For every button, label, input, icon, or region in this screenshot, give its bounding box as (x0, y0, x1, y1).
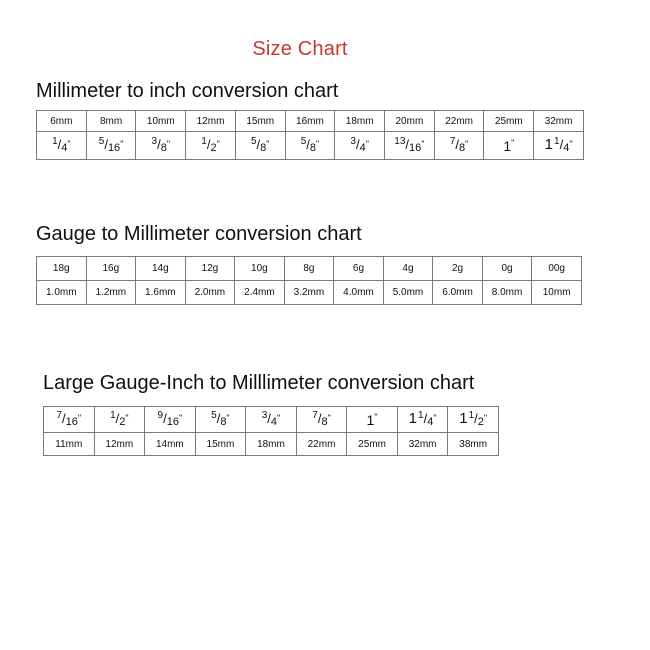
fraction-den: 16 (65, 416, 78, 428)
fraction-slash: / (405, 137, 410, 152)
fraction-slash: / (455, 137, 460, 152)
mm-cell: 4.0mm (334, 281, 384, 305)
fraction-den: 4 (270, 416, 278, 428)
inch-fraction (99, 137, 124, 154)
gauge-to-mm-table (36, 256, 582, 305)
fraction-den: 16 (166, 416, 179, 428)
gauge-cell: 2g (433, 257, 483, 281)
fraction-num: 5 (300, 136, 307, 147)
mm-cell: 10mm (136, 111, 186, 132)
fraction-den: 2 (210, 142, 217, 154)
fraction-num: 7 (312, 410, 318, 421)
fraction-num: 3 (151, 136, 158, 147)
inch-fraction (545, 137, 573, 154)
page-title: Size Chart (252, 38, 348, 60)
fraction-slash: / (157, 137, 161, 152)
mm-cell: 2.4mm (235, 281, 285, 305)
fraction-den: 8 (309, 142, 316, 154)
fraction-whole: 1 (366, 411, 375, 428)
fraction-q: " (433, 413, 437, 423)
fraction-den: 8 (321, 416, 328, 428)
fraction-num: 5 (250, 136, 257, 147)
mm-cell: 18mm (335, 111, 385, 132)
inch-fraction (262, 411, 281, 428)
mm-cell: 1.6mm (136, 281, 186, 305)
fraction-q: " (483, 413, 488, 423)
gauge-to-mm-title: Gauge to Millimeter conversion chart (36, 223, 362, 245)
fraction-q: " (365, 139, 369, 149)
fraction-num: 1 (468, 410, 475, 421)
fraction-num: 1 (554, 136, 560, 147)
mm-cell: 1.0mm (37, 281, 87, 305)
mm-cell: 14mm (145, 433, 196, 456)
fraction-q: " (77, 413, 82, 423)
mm-cell: 5.0mm (383, 281, 433, 305)
inch-cell (195, 407, 246, 433)
fraction-den: 4 (563, 142, 570, 154)
mm-cell: 11mm (44, 433, 95, 456)
mm-cell: 22mm (434, 111, 484, 132)
mm-row (37, 281, 582, 305)
fraction-q: " (316, 139, 320, 149)
fraction-slash: / (206, 137, 211, 152)
fraction-num: 1 (201, 136, 207, 147)
fraction-slash: / (104, 137, 108, 152)
inch-fraction (110, 411, 129, 428)
mm-cell: 10mm (532, 281, 582, 305)
mm-cell: 38mm (448, 433, 499, 456)
mm-row (44, 433, 499, 456)
mm-cell: 20mm (385, 111, 435, 132)
fraction-num: 5 (98, 136, 105, 147)
fraction-num: 3 (350, 136, 356, 147)
inch-whole (367, 412, 378, 428)
mm-cell: 16mm (285, 111, 335, 132)
inch-row (44, 407, 499, 433)
inch-fraction (201, 137, 220, 154)
fraction-num: 1 (110, 410, 116, 421)
fraction-slash: / (267, 411, 271, 426)
gauge-cell: 16g (86, 257, 136, 281)
mm-cell: 2.0mm (185, 281, 235, 305)
fraction-q: " (216, 139, 220, 149)
mm-cell: 15mm (195, 433, 246, 456)
mm-to-inch-table (36, 110, 584, 160)
inch-cell (37, 132, 87, 160)
fraction-num: 1 (418, 410, 424, 421)
fraction-q: " (67, 139, 71, 149)
fraction-num: 7 (56, 410, 63, 421)
gauge-cell: 12g (185, 257, 235, 281)
inch-fraction (459, 411, 487, 428)
fraction-q: " (178, 413, 183, 423)
inch-cell (94, 407, 145, 433)
mm-cell: 12mm (186, 111, 236, 132)
fraction-den: 4 (61, 142, 68, 154)
inch-cell (385, 132, 435, 160)
mm-cell: 18mm (246, 433, 297, 456)
fraction-slash: / (115, 411, 120, 426)
mm-cell: 25mm (347, 433, 398, 456)
fraction-slash: / (216, 411, 221, 426)
fraction-q: " (511, 137, 515, 148)
inch-fraction (211, 411, 230, 428)
inch-fraction (158, 411, 183, 428)
mm-cell: 25mm (484, 111, 534, 132)
fraction-slash: / (474, 411, 478, 426)
fraction-den: 4 (359, 142, 366, 154)
fraction-den: 8 (260, 142, 267, 154)
inch-cell (335, 132, 385, 160)
inch-fraction (312, 411, 331, 428)
fraction-whole: 1 (503, 137, 512, 154)
mm-cell: 8mm (86, 111, 136, 132)
fraction-den: 2 (119, 416, 126, 428)
inch-cell (186, 132, 236, 160)
fraction-den: 8 (220, 416, 227, 428)
mm-cell: 32mm (397, 433, 448, 456)
fraction-slash: / (317, 411, 322, 426)
inch-fraction (350, 137, 369, 154)
fraction-slash: / (306, 137, 310, 152)
fraction-q: " (166, 139, 171, 149)
inch-whole (503, 138, 514, 154)
fraction-slash: / (57, 137, 62, 152)
gauge-row (37, 257, 582, 281)
inch-cell (448, 407, 499, 433)
fraction-num: 1 (52, 136, 58, 147)
inch-cell (136, 132, 186, 160)
fraction-num: 5 (211, 410, 217, 421)
gauge-cell: 10g (235, 257, 285, 281)
fraction-q: " (421, 139, 425, 149)
fraction-den: 16 (107, 142, 121, 154)
mm-cell: 6mm (37, 111, 87, 132)
inch-cell (235, 132, 285, 160)
fraction-whole: 1 (408, 410, 418, 427)
inch-fraction (152, 137, 171, 154)
gauge-cell: 6g (334, 257, 384, 281)
mm-row (37, 111, 584, 132)
fraction-den: 16 (409, 142, 422, 154)
inch-cell (397, 407, 448, 433)
fraction-den: 8 (160, 142, 167, 154)
mm-cell: 15mm (235, 111, 285, 132)
inch-fraction (394, 137, 424, 154)
fraction-num: 7 (449, 136, 456, 147)
fraction-den: 8 (459, 142, 466, 154)
fraction-q: " (277, 413, 281, 423)
mm-cell: 22mm (296, 433, 347, 456)
mm-cell: 32mm (534, 111, 584, 132)
inch-row (37, 132, 584, 160)
mm-cell: 6.0mm (433, 281, 483, 305)
gauge-cell: 00g (532, 257, 582, 281)
fraction-q: " (374, 411, 378, 422)
inch-cell (285, 132, 335, 160)
fraction-q: " (125, 413, 129, 423)
fraction-num: 13 (394, 136, 406, 147)
fraction-num: 3 (261, 410, 268, 421)
fraction-slash: / (256, 137, 261, 152)
large-gauge-inch-to-mm-table (43, 406, 499, 456)
inch-cell (534, 132, 584, 160)
fraction-slash: / (163, 411, 167, 426)
fraction-whole: 1 (544, 136, 553, 153)
inch-cell (484, 132, 534, 160)
fraction-slash: / (559, 137, 564, 152)
inch-cell (246, 407, 297, 433)
inch-fraction (251, 137, 270, 154)
inch-cell (44, 407, 95, 433)
fraction-den: 4 (427, 416, 434, 428)
fraction-num: 9 (157, 410, 164, 421)
fraction-slash: / (355, 137, 360, 152)
mm-cell: 12mm (94, 433, 145, 456)
fraction-q: " (327, 413, 331, 423)
gauge-cell: 14g (136, 257, 186, 281)
mm-cell: 1.2mm (86, 281, 136, 305)
gauge-cell: 0g (482, 257, 532, 281)
fraction-den: 2 (477, 416, 484, 428)
gauge-cell: 8g (284, 257, 334, 281)
mm-cell: 3.2mm (284, 281, 334, 305)
inch-cell (434, 132, 484, 160)
inch-cell (296, 407, 347, 433)
inch-cell (145, 407, 196, 433)
fraction-whole: 1 (459, 410, 468, 427)
inch-fraction (52, 137, 71, 154)
fraction-slash: / (62, 411, 66, 426)
fraction-q: " (569, 139, 573, 149)
fraction-q: " (266, 139, 270, 149)
gauge-cell: 4g (383, 257, 433, 281)
inch-cell (86, 132, 136, 160)
mm-to-inch-title: Millimeter to inch conversion chart (36, 80, 339, 102)
inch-fraction (450, 137, 469, 154)
fraction-q: " (226, 413, 230, 423)
mm-cell: 8.0mm (482, 281, 532, 305)
large-gauge-inch-to-mm-title: Large Gauge-Inch to Milllimeter conversion chart (43, 372, 475, 394)
fraction-slash: / (423, 411, 428, 426)
gauge-cell: 18g (37, 257, 87, 281)
inch-fraction (301, 137, 320, 154)
inch-fraction (409, 411, 437, 428)
inch-cell (347, 407, 398, 433)
fraction-q: " (120, 139, 124, 149)
inch-fraction (56, 411, 81, 428)
fraction-q: " (465, 139, 469, 149)
